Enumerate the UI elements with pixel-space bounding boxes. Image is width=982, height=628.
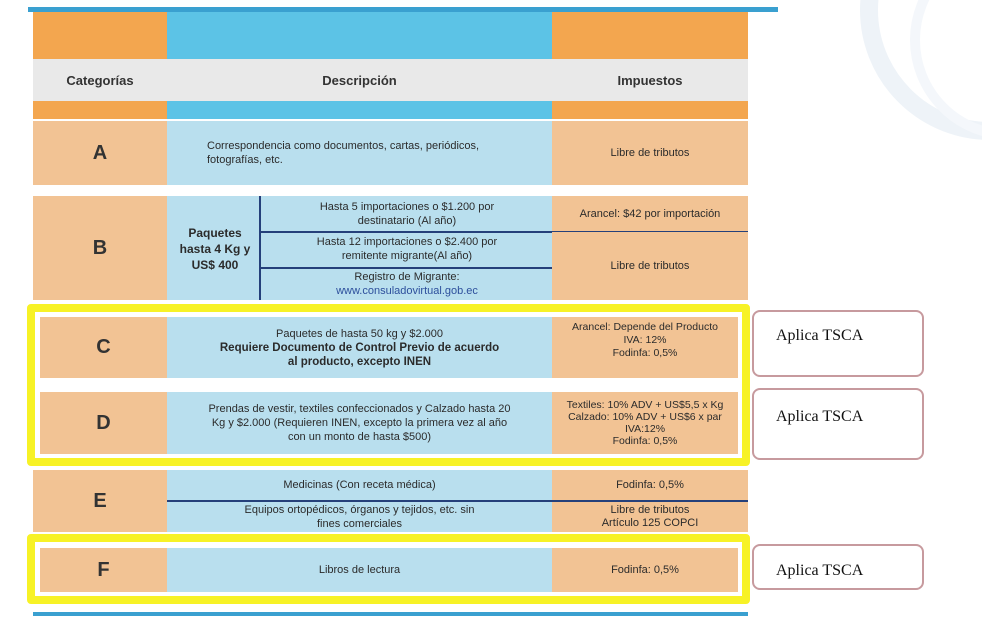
- category-letter-f: F: [40, 548, 167, 592]
- row-e-taxes2-line1: Libre de tributos: [610, 504, 690, 516]
- row-c-description-line1: Paquetes de hasta 50 kg y $2.000: [276, 327, 443, 340]
- row-b-package-label: Paquetes hasta 4 Kg y US$ 400: [179, 226, 251, 272]
- row-e-taxes1: Fodinfa: 0,5%: [552, 470, 748, 500]
- band-top-taxes: [552, 12, 748, 59]
- band-top-description: [167, 12, 552, 59]
- callout-tsca-f: [752, 544, 924, 590]
- row-b-sub3: [262, 268, 552, 300]
- row-f-description: Libros de lectura: [167, 548, 552, 592]
- row-e-taxes2: [552, 502, 748, 532]
- bottom-bar: [33, 612, 748, 616]
- row-e-taxes2-line2: Artículo 125 COPCI: [601, 517, 699, 529]
- band-top-categories: [33, 12, 167, 59]
- row-d-taxes-line1: Textiles: 10% ADV + US$5,5 x Kg: [566, 399, 724, 411]
- row-c-taxes-line2: IVA: 12%: [623, 334, 667, 346]
- row-f-taxes: Fodinfa: 0,5%: [552, 548, 738, 592]
- band-under-header-mid: [167, 101, 552, 119]
- header-taxes: Impuestos: [552, 59, 748, 101]
- row-e-sub1: Medicinas (Con receta médica): [167, 470, 552, 500]
- row-c-description-bold: Requiere Documento de Control Previo de acuerdo al producto, excepto INEN: [219, 341, 500, 368]
- consulado-link[interactable]: www.consuladovirtual.gob.ec: [336, 285, 478, 297]
- row-b-sub1: Hasta 5 importaciones o $1.200 por destinatario (Al año): [319, 201, 495, 227]
- row-d-description: Prendas de vestir, textiles confeccionados y Calzado hasta 20 Kg y $2.000 (Requieren INEN, excepto la primera vez al año con un monto de hasta $500): [167, 392, 552, 454]
- band-under-header-left: [33, 101, 167, 119]
- row-b-taxes2: Libre de tributos: [552, 232, 748, 300]
- row-a-description: [167, 121, 552, 185]
- callout-tsca-d: [752, 388, 924, 460]
- band-under-header-right: [552, 101, 748, 119]
- row-b-sub3-label: Registro de Migrante:: [354, 271, 460, 283]
- row-c-taxes-line3: Fodinfa: 0,5%: [612, 347, 678, 359]
- category-letter-e: E: [33, 470, 167, 532]
- callout-tsca-c: [752, 310, 924, 377]
- callout-tsca-d-text: Aplica TSCA: [776, 408, 864, 425]
- highlight-frame-f: [27, 534, 750, 604]
- row-b-vertical-divider: [259, 196, 261, 300]
- row-b-taxes1: Arancel: $42 por importación: [552, 196, 748, 231]
- header-description: Descripción: [167, 59, 552, 101]
- row-a-taxes: Libre de tributos: [552, 121, 748, 185]
- row-d-taxes-line4: Fodinfa: 0,5%: [612, 435, 678, 447]
- callout-tsca-c-text: Aplica TSCA: [776, 326, 864, 344]
- row-b-sub2: Hasta 12 importaciones o $2.400 por remitente migrante(Al año): [316, 236, 498, 262]
- category-letter-d: D: [40, 392, 167, 454]
- category-letter-b: B: [33, 196, 167, 300]
- row-d-taxes-line3: IVA:12%: [624, 423, 666, 435]
- row-c-taxes-line1: Arancel: Depende del Producto: [572, 321, 718, 333]
- highlight-frame-c-d: [27, 304, 750, 466]
- row-d-taxes-line2: Calzado: 10% ADV + US$6 x par: [568, 411, 722, 423]
- category-letter-c: C: [40, 317, 167, 378]
- callout-tsca-f-text: Aplica TSCA: [776, 562, 864, 579]
- row-e-sub2: Equipos ortopédicos, órganos y tejidos, etc. sin fines comerciales: [167, 502, 552, 532]
- header-categories: Categorías: [33, 59, 167, 101]
- category-letter-a: A: [33, 121, 167, 185]
- row-a-description-text: Correspondencia como documentos, cartas, periódicos, fotografías, etc.: [207, 140, 480, 166]
